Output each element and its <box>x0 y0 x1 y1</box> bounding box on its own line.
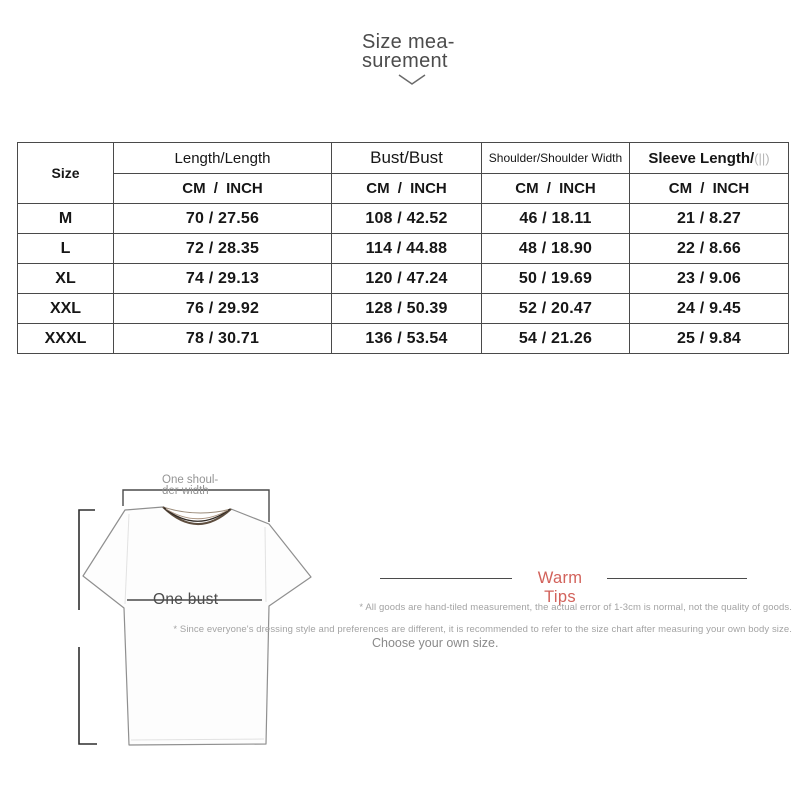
warm-tips-note-2: * Since everyone's dressing style and preferences are different, it is recommended to refer to the size chart after measuring your own body size. <box>173 624 792 635</box>
shoulder-width-label <box>162 475 218 497</box>
header-shoulder: Shoulder/Shoulder Width <box>482 143 630 174</box>
sleeve-cell: 22 / 8.66 <box>630 234 789 264</box>
collar-back-line <box>163 507 231 513</box>
shoulder-cell: 48 / 18.90 <box>482 234 630 264</box>
warm-tips-note-3: Choose your own size. <box>372 636 499 650</box>
shoulder-cell: 46 / 18.11 <box>482 204 630 234</box>
size-table <box>17 142 789 354</box>
sleeve-cell: 24 / 9.45 <box>630 294 789 324</box>
bust-label: One bust <box>153 591 219 608</box>
table-row-l <box>18 234 789 264</box>
header-sleeve-faint-suffix: (||) <box>754 150 770 166</box>
table-header-row-1 <box>18 143 789 174</box>
page-title <box>362 33 455 71</box>
warm-tips-left-line <box>380 578 512 579</box>
shoulder-cell: 52 / 20.47 <box>482 294 630 324</box>
sleeve-cell: 25 / 9.84 <box>630 324 789 354</box>
warm-tips-right-line <box>607 578 747 579</box>
shoulder-label-line2: der width <box>162 485 209 497</box>
shoulder-label-line1: One shoul- <box>162 474 219 486</box>
page-title-line1: Size mea- <box>362 31 455 53</box>
shoulder-cell: 54 / 21.26 <box>482 324 630 354</box>
warm-tips-note-1: * All goods are hand-tiled measurement, the actual error of 1-3cm is normal, not the quality of goods. <box>359 602 792 613</box>
chevron-down-icon <box>397 73 427 92</box>
length-cell: 76 / 29.92 <box>114 294 332 324</box>
unit-header-shoulder: CM / INCH <box>482 174 630 204</box>
length-cell: 74 / 29.13 <box>114 264 332 294</box>
table-row-m <box>18 204 789 234</box>
tshirt-measure-diagram <box>40 460 340 770</box>
bust-cell: 128 / 50.39 <box>332 294 482 324</box>
size-cell: M <box>18 204 114 234</box>
warm-tips-title: Warm Tips <box>537 569 583 606</box>
bust-cell: 136 / 53.54 <box>332 324 482 354</box>
length-cell: 70 / 27.56 <box>114 204 332 234</box>
table-row-xxxl <box>18 324 789 354</box>
table-header-row-2 <box>18 174 789 204</box>
header-sleeve <box>630 143 789 174</box>
size-cell: XL <box>18 264 114 294</box>
sleeve-cell: 23 / 9.06 <box>630 264 789 294</box>
bust-cell: 114 / 44.88 <box>332 234 482 264</box>
length-bracket-bottom <box>79 647 97 744</box>
unit-header-length: CM / INCH <box>114 174 332 204</box>
length-cell: 78 / 30.71 <box>114 324 332 354</box>
header-size: Size <box>18 143 114 204</box>
sleeve-cell: 21 / 8.27 <box>630 204 789 234</box>
header-length: Length/Length <box>114 143 332 174</box>
unit-header-sleeve: CM / INCH <box>630 174 789 204</box>
table-row-xxl <box>18 294 789 324</box>
bust-cell: 120 / 47.24 <box>332 264 482 294</box>
header-bust: Bust/Bust <box>332 143 482 174</box>
header-sleeve-label: Sleeve Length/ <box>648 149 755 167</box>
size-cell: L <box>18 234 114 264</box>
size-cell: XXL <box>18 294 114 324</box>
table-row-xl <box>18 264 789 294</box>
page-title-line2: surement <box>362 50 448 72</box>
shoulder-cell: 50 / 19.69 <box>482 264 630 294</box>
size-cell: XXXL <box>18 324 114 354</box>
length-cell: 72 / 28.35 <box>114 234 332 264</box>
bust-cell: 108 / 42.52 <box>332 204 482 234</box>
unit-header-bust: CM / INCH <box>332 174 482 204</box>
